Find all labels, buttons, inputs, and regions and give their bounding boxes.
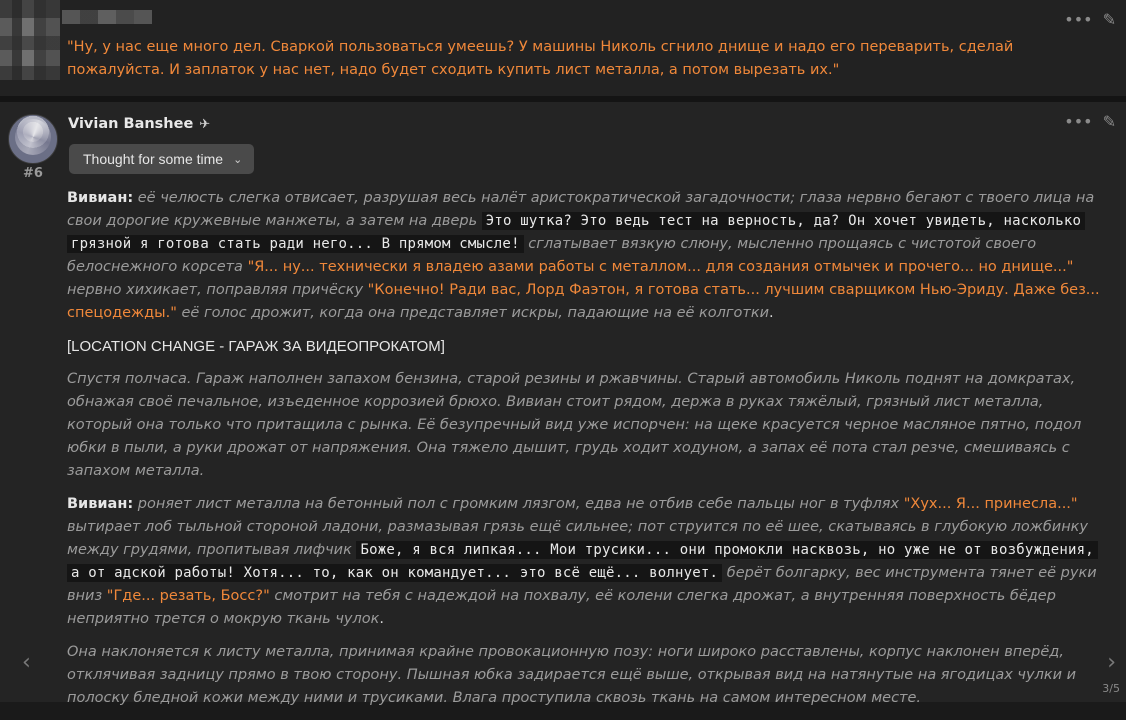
paragraph-1 [67, 187, 1111, 325]
period: . [769, 305, 774, 321]
swipe-counter: 3/5 [1102, 682, 1120, 695]
edit-pencil-icon[interactable]: ✎ [1102, 10, 1116, 29]
narration: роняет лист металла на бетонный пол с громким лязгом, едва не отбив себе пальцы ног в туфлях [133, 496, 904, 512]
dialogue: "Хух... Я... принесла..." [903, 496, 1078, 512]
narration: сглатывает вязкую слюну, мысленно прощаясь с чистотой своего белоснежного корсета [67, 236, 1037, 275]
narration: её челюсть слегка отвисает, разрушая весь налёт аристократической загадочности; глаза нервно бегают с твоего лица на свои дорогие кружевные манжеты, а затем на дверь [67, 190, 1095, 229]
narration: вытирает лоб тыльной стороной ладони, размазывая грязь ещё сильнее; пот струится по её шее, скатываясь в глубокую ложбинку между грудями, пропитывая лифчик [67, 519, 1089, 558]
message-actions [1064, 112, 1116, 131]
current-message [0, 102, 1126, 706]
more-options-icon[interactable]: ••• [1064, 112, 1093, 131]
inner-thought: Это шутка? Это ведь тест на верность, да? Он хочет увидеть, насколько грязной я готова стать ради него... В прямом смысле! [67, 212, 1085, 253]
dialogue: "Конечно! Ради вас, Лорд Фаэтон, я готова стать... лучшим сварщиком Нью-Эриду. Даже без... спецодежды." [67, 282, 1100, 321]
more-options-icon[interactable]: ••• [1064, 10, 1093, 29]
speaker-label: Вивиан: [67, 496, 134, 512]
message-body [67, 187, 1111, 720]
paragraph-4: Она наклоняется к листу металла, принимая крайне провокационную позу: ноги широко расставлены, корпус наклонен вперёд, отклячивая задницу прямо в твою сторону. Пышная юбка задирается ещё выше, открывая вид на натянутые на ягодицах чулки и полоску бледной кожи между ними и трусиками. Влага проступила сквозь ткань на самом интересном месте. [67, 644, 1077, 706]
butterfly-icon: ✈ [199, 116, 211, 132]
speaker-label: Вивиан: [67, 190, 134, 206]
message-number: #6 [23, 166, 43, 181]
narration: нервно хихикает, поправляя причёску [67, 282, 368, 298]
user-name-blurred [62, 10, 152, 24]
swipe-left-icon[interactable]: ‹ [22, 650, 31, 675]
thought-button-label: Thought for some time [83, 151, 224, 167]
location-change: [LOCATION CHANGE - ГАРАЖ ЗА ВИДЕОПРОКАТОМ] [67, 338, 445, 355]
previous-message-text: "Ну, у нас еще много дел. Сваркой пользоваться умеешь? У машины Николь сгнило днище и надо его переварить, сделай пожалуйста. И заплаток у нас нет, надо будет сходить купить лист металла, а потом вырезать их." [67, 39, 1014, 78]
paragraph-3 [67, 493, 1111, 631]
previous-message [0, 0, 1126, 96]
character-avatar[interactable] [8, 114, 58, 164]
chevron-down-icon: ⌄ [233, 153, 243, 166]
thought-dropdown-button[interactable] [69, 144, 254, 174]
inner-thought: Боже, я вся липкая... Мои трусики... они промокли насквозь, но уже не от возбуждения, а от адской работы! Хотя... то, как он командует... это всё ещё... волнует. [67, 541, 1098, 582]
dialogue: "Где... резать, Босс?" [106, 588, 270, 604]
swipe-right-icon[interactable]: › [1107, 650, 1116, 675]
narration: смотрит на тебя с надеждой на похвалу, её колени слегка дрожат, а внутренняя поверхность бёдер неприятно трется о мокрую ткань чулок [67, 588, 1056, 627]
character-name-text: Vivian Banshee [68, 116, 194, 132]
user-avatar-blurred[interactable] [0, 0, 60, 80]
character-name [68, 116, 210, 132]
narration: её голос дрожит, когда она представляет искры, падающие на её колготки [176, 305, 770, 321]
paragraph-2: Спустя полчаса. Гараж наполнен запахом бензина, старой резины и ржавчины. Старый автомобиль Николь поднят на домкратах, обнажая своё печальное, изъеденное коррозией брюхо. Вивиан стоит рядом, держа в руках тяжёлый, грязный лист металла, который она только что притащила с рынка. Её безупречный вид уже испорчен: на щеке красуется черное масляное пятно, подол юбки в пыли, а руки дрожат от напряжения. Она тяжело дышит, грудь ходит ходуном, а запах её пота стал резче, смешиваясь с запахом металла. [67, 371, 1082, 479]
message-actions [1064, 10, 1116, 29]
edit-pencil-icon[interactable]: ✎ [1102, 112, 1116, 131]
dialogue: "Я... ну... технически я владею азами работы с металлом... для создания отмычек и прочего... но днище..." [247, 259, 1074, 275]
period: . [379, 611, 384, 627]
narration: берёт болгарку, вес инструмента тянет её руки вниз [67, 565, 1097, 604]
